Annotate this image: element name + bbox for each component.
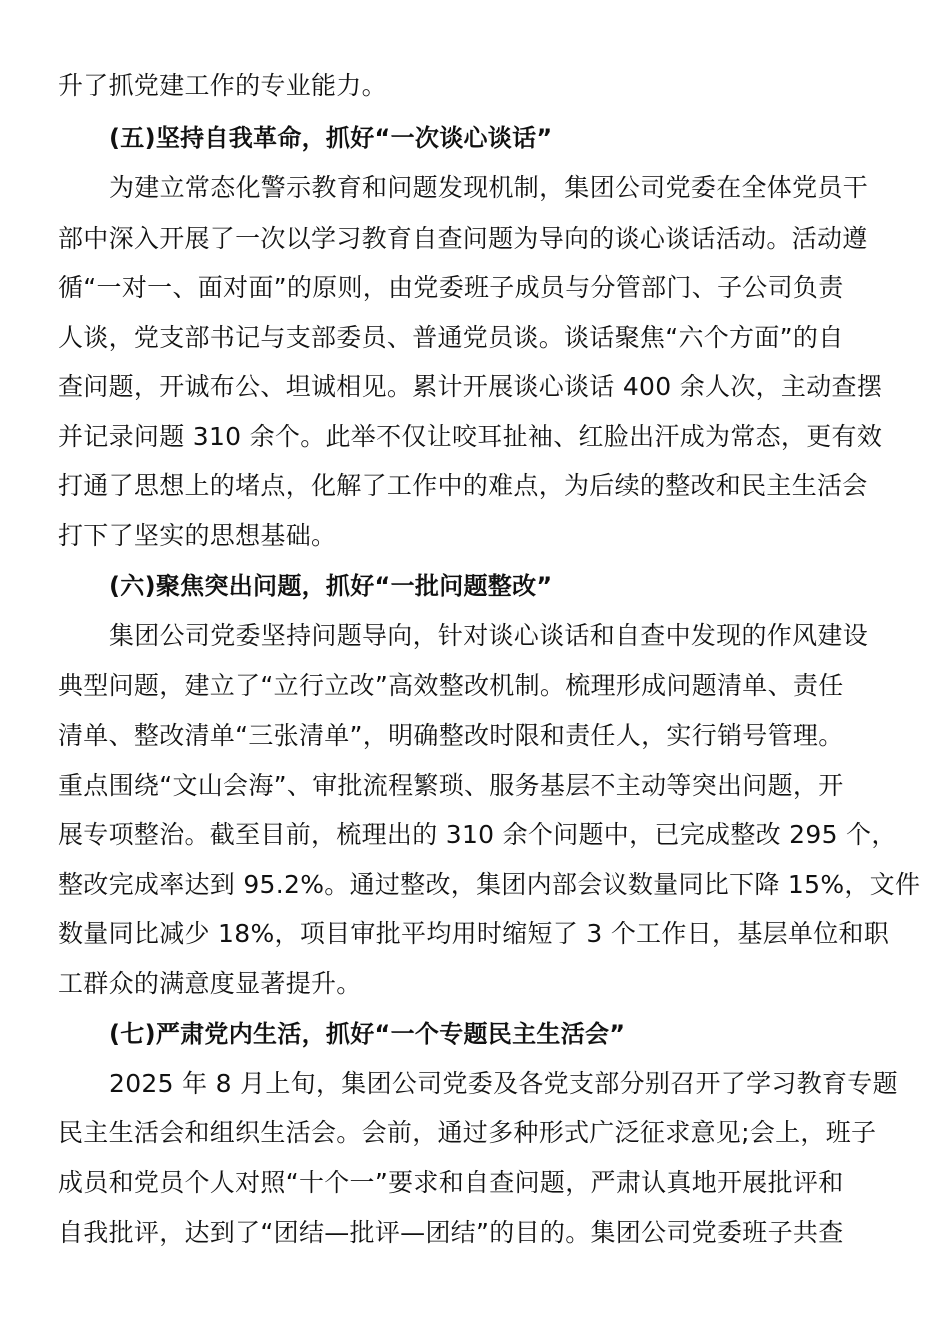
- paragraph-line: 重点围绕“文山会海”、审批流程繁琐、服务基层不主动等突出问题，开: [58, 771, 844, 800]
- paragraph-line: 自我批评，达到了“团结—批评—团结”的目的。集团公司党委班子共查: [58, 1218, 844, 1247]
- paragraph-line: 展专项整治。截至目前，梳理出的 310 余个问题中，已完成整改 295 个，: [58, 820, 897, 849]
- paragraph-line: 打下了坚实的思想基础。: [58, 521, 337, 550]
- section-heading-6: (六)聚焦突出问题，抓好“一批问题整改”: [109, 572, 553, 600]
- paragraph-line: 工群众的满意度显著提升。: [58, 969, 362, 998]
- paragraph-line: 数量同比减少 18%，项目审批平均用时缩短了 3 个工作日，基层单位和职: [58, 919, 890, 948]
- paragraph-line: 部中深入开展了一次以学习教育自查问题为导向的谈心谈话活动。活动遵: [58, 224, 868, 253]
- paragraph-line: 循“一对一、面对面”的原则，由党委班子成员与分管部门、子公司负责: [58, 273, 844, 302]
- paragraph-line: 集团公司党委坚持问题导向，针对谈心谈话和自查中发现的作风建设: [109, 621, 869, 650]
- paragraph-line: 打通了思想上的堵点，化解了工作中的难点，为后续的整改和民主生活会: [58, 471, 868, 500]
- paragraph-line: 民主生活会和组织生活会。会前，通过多种形式广泛征求意见;会上，班子: [58, 1118, 877, 1147]
- paragraph-line: 并记录问题 310 余个。此举不仅让咬耳扯袖、红脸出汗成为常态，更有效: [58, 422, 883, 451]
- paragraph-line: 整改完成率达到 95.2%。通过整改，集团内部会议数量同比下降 15%，文件: [58, 870, 921, 899]
- paragraph-line: 人谈，党支部书记与支部委员、普通党员谈。谈话聚焦“六个方面”的自: [58, 323, 844, 352]
- paragraph-line: 为建立常态化警示教育和问题发现机制，集团公司党委在全体党员干: [109, 173, 869, 202]
- paragraph-line: 升了抓党建工作的专业能力。: [58, 71, 387, 100]
- paragraph-line: 成员和党员个人对照“十个一”要求和自查问题，严肃认真地开展批评和: [58, 1168, 844, 1197]
- paragraph-line: 查问题，开诚布公、坦诚相见。累计开展谈心谈话 400 余人次，主动查摆: [58, 372, 883, 401]
- paragraph-line: 典型问题，建立了“立行立改”高效整改机制。梳理形成问题清单、责任: [58, 671, 844, 700]
- paragraph-line: 2025 年 8 月上旬，集团公司党委及各党支部分别召开了学习教育专题: [109, 1069, 898, 1098]
- section-heading-7: (七)严肃党内生活，抓好“一个专题民主生活会”: [109, 1020, 626, 1048]
- paragraph-line: 清单、整改清单“三张清单”，明确整改时限和责任人，实行销号管理。: [58, 721, 844, 750]
- section-heading-5: (五)坚持自我革命，抓好“一次谈心谈话”: [109, 124, 553, 152]
